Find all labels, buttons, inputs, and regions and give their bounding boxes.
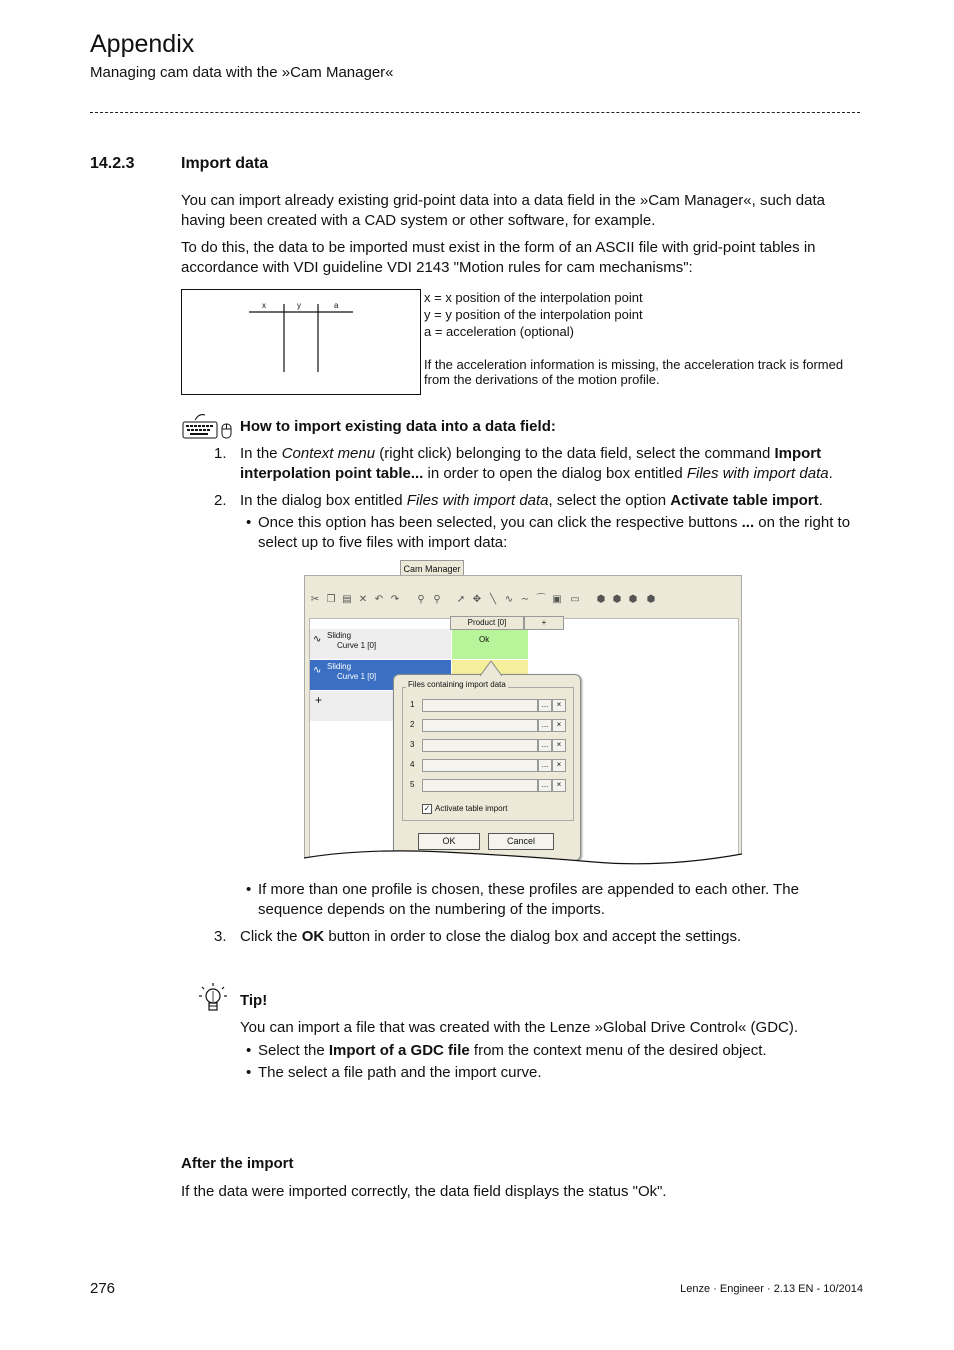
vdi-grid-table-figure bbox=[181, 289, 421, 395]
add-row-icon[interactable]: + bbox=[315, 693, 323, 707]
clear-icon[interactable]: × bbox=[552, 779, 566, 792]
curve2-icon[interactable]: ⌒ bbox=[536, 594, 546, 605]
page-header-subtitle: Managing cam data with the »Cam Manager« bbox=[90, 64, 394, 81]
cut-icon[interactable]: ✂ bbox=[310, 594, 320, 605]
file-path-input[interactable] bbox=[422, 739, 538, 752]
browse-button[interactable]: ... bbox=[538, 759, 552, 772]
section-number: 14.2.3 bbox=[90, 155, 135, 172]
keyboard-mouse-icon bbox=[181, 410, 233, 442]
tool2-icon[interactable]: ⬢ bbox=[612, 594, 622, 605]
row-2-sublabel: Curve 1 [0] bbox=[337, 672, 377, 681]
header-divider bbox=[90, 112, 860, 113]
file-row-number: 4 bbox=[410, 760, 415, 769]
file-row-number: 2 bbox=[410, 720, 415, 729]
activate-import-label: Activate table import bbox=[435, 804, 508, 813]
step-3-text: Click the OK button in order to close the dialog box and accept the settings. bbox=[240, 928, 742, 945]
bullet-marker: • bbox=[246, 1064, 252, 1081]
page-number: 276 bbox=[90, 1280, 116, 1297]
row-1-sublabel: Curve 1 [0] bbox=[337, 641, 377, 650]
col-product[interactable]: Product [0] bbox=[450, 616, 524, 630]
clear-icon[interactable]: × bbox=[552, 699, 566, 712]
cancel-button[interactable]: Cancel bbox=[488, 833, 554, 850]
torn-edge bbox=[304, 848, 742, 872]
ok-button[interactable]: OK bbox=[418, 833, 480, 850]
browse-button[interactable]: ... bbox=[538, 699, 552, 712]
pointer-icon[interactable]: ➚ bbox=[456, 594, 466, 605]
bullet-marker: • bbox=[246, 881, 252, 898]
browse-button[interactable]: ... bbox=[538, 719, 552, 732]
curve-glyph-icon: ∿ bbox=[313, 665, 322, 676]
dialog-pointer bbox=[480, 661, 502, 677]
line-icon[interactable]: ╲ bbox=[489, 594, 497, 605]
page-header-title: Appendix bbox=[90, 30, 195, 58]
redo-icon[interactable]: ↷ bbox=[390, 594, 400, 605]
file-path-input[interactable] bbox=[422, 759, 538, 772]
step-3-number: 3. bbox=[214, 928, 227, 945]
tip-text: You can import a file that was created with the Lenze »Global Drive Control« (GDC). bbox=[240, 1019, 799, 1036]
file-path-input[interactable] bbox=[422, 699, 538, 712]
cam-manager-screenshot bbox=[304, 560, 742, 872]
step-1-number: 1. bbox=[214, 445, 227, 462]
browse-button[interactable]: ... bbox=[538, 739, 552, 752]
delete-icon[interactable]: ✕ bbox=[358, 594, 368, 605]
file-path-input[interactable] bbox=[422, 779, 538, 792]
intro-paragraph-2: To do this, the data to be imported must exist in the form of an ASCII file with grid-point tables in accordance with VDI guideline VDI 2143 "Motion rules for cam mechanisms": bbox=[181, 239, 816, 276]
zoom-icon[interactable]: ⚲ bbox=[417, 594, 425, 605]
lightbulb-icon bbox=[198, 982, 228, 1016]
paste-icon[interactable]: ▤ bbox=[342, 594, 352, 605]
copy-icon[interactable]: ❐ bbox=[326, 594, 336, 605]
file-row-number: 5 bbox=[410, 780, 415, 789]
curve-glyph-icon: ∿ bbox=[313, 634, 322, 645]
tip-bullet-2: The select a file path and the import curve. bbox=[258, 1064, 542, 1081]
table-col-y: y bbox=[297, 301, 301, 310]
legend-a: a = acceleration (optional) bbox=[424, 324, 574, 339]
cam-manager-window bbox=[304, 575, 742, 865]
bullet-marker: • bbox=[246, 1042, 252, 1059]
footer-doc-info: Lenze · Engineer · 2.13 EN - 10/2014 bbox=[680, 1283, 863, 1295]
clear-icon[interactable]: × bbox=[552, 739, 566, 752]
dialog-group-title: Files containing import data bbox=[408, 680, 506, 689]
after-import-heading: After the import bbox=[181, 1155, 294, 1172]
howto-heading: How to import existing data into a data field: bbox=[240, 418, 556, 435]
data-field-ok[interactable] bbox=[452, 629, 528, 659]
spline-icon[interactable]: ∼ bbox=[520, 594, 530, 605]
after-import-text: If the data were imported correctly, the data field displays the status "Ok". bbox=[181, 1183, 667, 1200]
undo-icon[interactable]: ↶ bbox=[374, 594, 384, 605]
browse-button[interactable]: ... bbox=[538, 779, 552, 792]
chart-icon[interactable]: ▣ bbox=[552, 594, 562, 605]
grid-table-lines bbox=[182, 290, 420, 394]
zoom-out-icon[interactable]: ⚲ bbox=[433, 594, 441, 605]
file-path-input[interactable] bbox=[422, 719, 538, 732]
tab-cam-manager[interactable]: Cam Manager bbox=[400, 560, 464, 577]
step-2-bullet: Once this option has been selected, you can click the respective buttons ... on the right to select up to five files with import data: bbox=[258, 514, 851, 551]
ruler-icon[interactable]: ▭ bbox=[570, 594, 580, 605]
step-2-text: In the dialog box entitled Files with import data, select the option Activate table import. bbox=[240, 492, 823, 509]
legend-y: y = y position of the interpolation point bbox=[424, 307, 643, 322]
import-files-dialog bbox=[393, 674, 581, 861]
row-1-status: Ok bbox=[479, 635, 490, 644]
curve-icon[interactable]: ∿ bbox=[504, 594, 514, 605]
activate-import-checkbox[interactable]: ✓ bbox=[423, 804, 431, 813]
tool3-icon[interactable]: ⬢ bbox=[628, 594, 638, 605]
clear-icon[interactable]: × bbox=[552, 719, 566, 732]
profiles-bullet: If more than one profile is chosen, these profiles are appended to each other. The sequence depends on the numbering of the imports. bbox=[258, 881, 799, 918]
intro-paragraph-1: You can import already existing grid-point data into a data field in the »Cam Manager«, such data having been created with a CAD system or other software, for example. bbox=[181, 192, 826, 229]
bullet-marker: • bbox=[246, 514, 252, 531]
step-2-number: 2. bbox=[214, 492, 227, 509]
table-col-x: x bbox=[262, 301, 266, 310]
tool1-icon[interactable]: ⬢ bbox=[596, 594, 606, 605]
col-add[interactable]: + bbox=[524, 616, 564, 630]
legend-x: x = x position of the interpolation point bbox=[424, 290, 643, 305]
legend-note: If the acceleration information is missing, the acceleration track is formed from the derivations of the motion profile. bbox=[424, 357, 844, 387]
move-icon[interactable]: ✥ bbox=[472, 594, 482, 605]
table-col-a: a bbox=[334, 301, 339, 310]
file-row-number: 3 bbox=[410, 740, 415, 749]
row-2-label: Sliding bbox=[327, 662, 352, 671]
tool4-icon[interactable]: ⬢ bbox=[646, 594, 656, 605]
row-1-label: Sliding bbox=[327, 631, 352, 640]
clear-icon[interactable]: × bbox=[552, 759, 566, 772]
tip-heading: Tip! bbox=[240, 992, 268, 1009]
step-1-text: In the Context menu (right click) belonging to the data field, select the command Import interpolation point table... in order to open the dialog box entitled Files with import data. bbox=[240, 445, 833, 482]
file-row-number: 1 bbox=[410, 700, 415, 709]
tip-bullet-1: Select the Import of a GDC file from the context menu of the desired object. bbox=[258, 1042, 767, 1059]
section-title: Import data bbox=[181, 155, 269, 172]
